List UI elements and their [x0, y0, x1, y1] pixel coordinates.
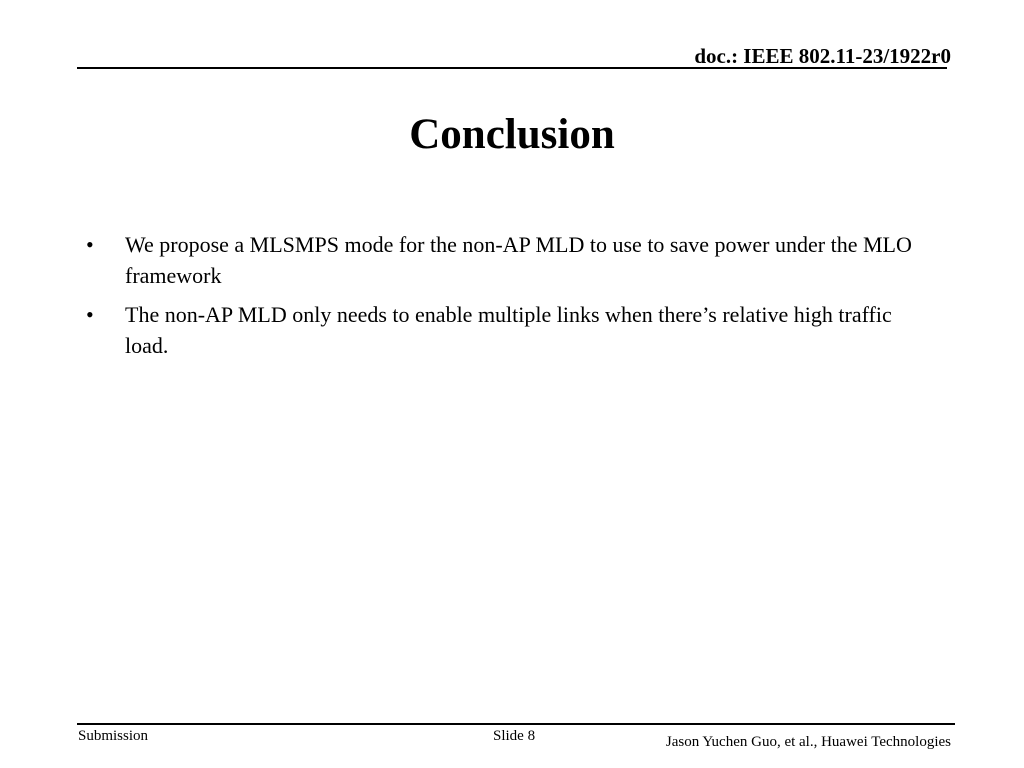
bullet-item [86, 299, 926, 361]
bullet-list [86, 229, 926, 369]
bullet-text: We propose a MLSMPS mode for the non-AP MLD to use to save power under the MLO framework [125, 232, 912, 288]
footer-divider [77, 723, 955, 725]
bullet-icon: • [86, 232, 94, 257]
footer-authors: Jason Yuchen Guo, et al., Huawei Technologies [665, 734, 951, 750]
footer-slide-number: Slide 8 [493, 728, 536, 744]
bullet-item [86, 229, 926, 291]
header-divider [77, 67, 947, 69]
slide-title: Conclusion [409, 111, 615, 158]
document-id: doc.: IEEE 802.11-23/1922r0 [694, 44, 951, 68]
bullet-icon: • [86, 302, 94, 327]
footer-submission: Submission [78, 728, 149, 744]
bullet-text: The non-AP MLD only needs to enable multiple links when there’s relative high traffic load. [125, 302, 892, 358]
